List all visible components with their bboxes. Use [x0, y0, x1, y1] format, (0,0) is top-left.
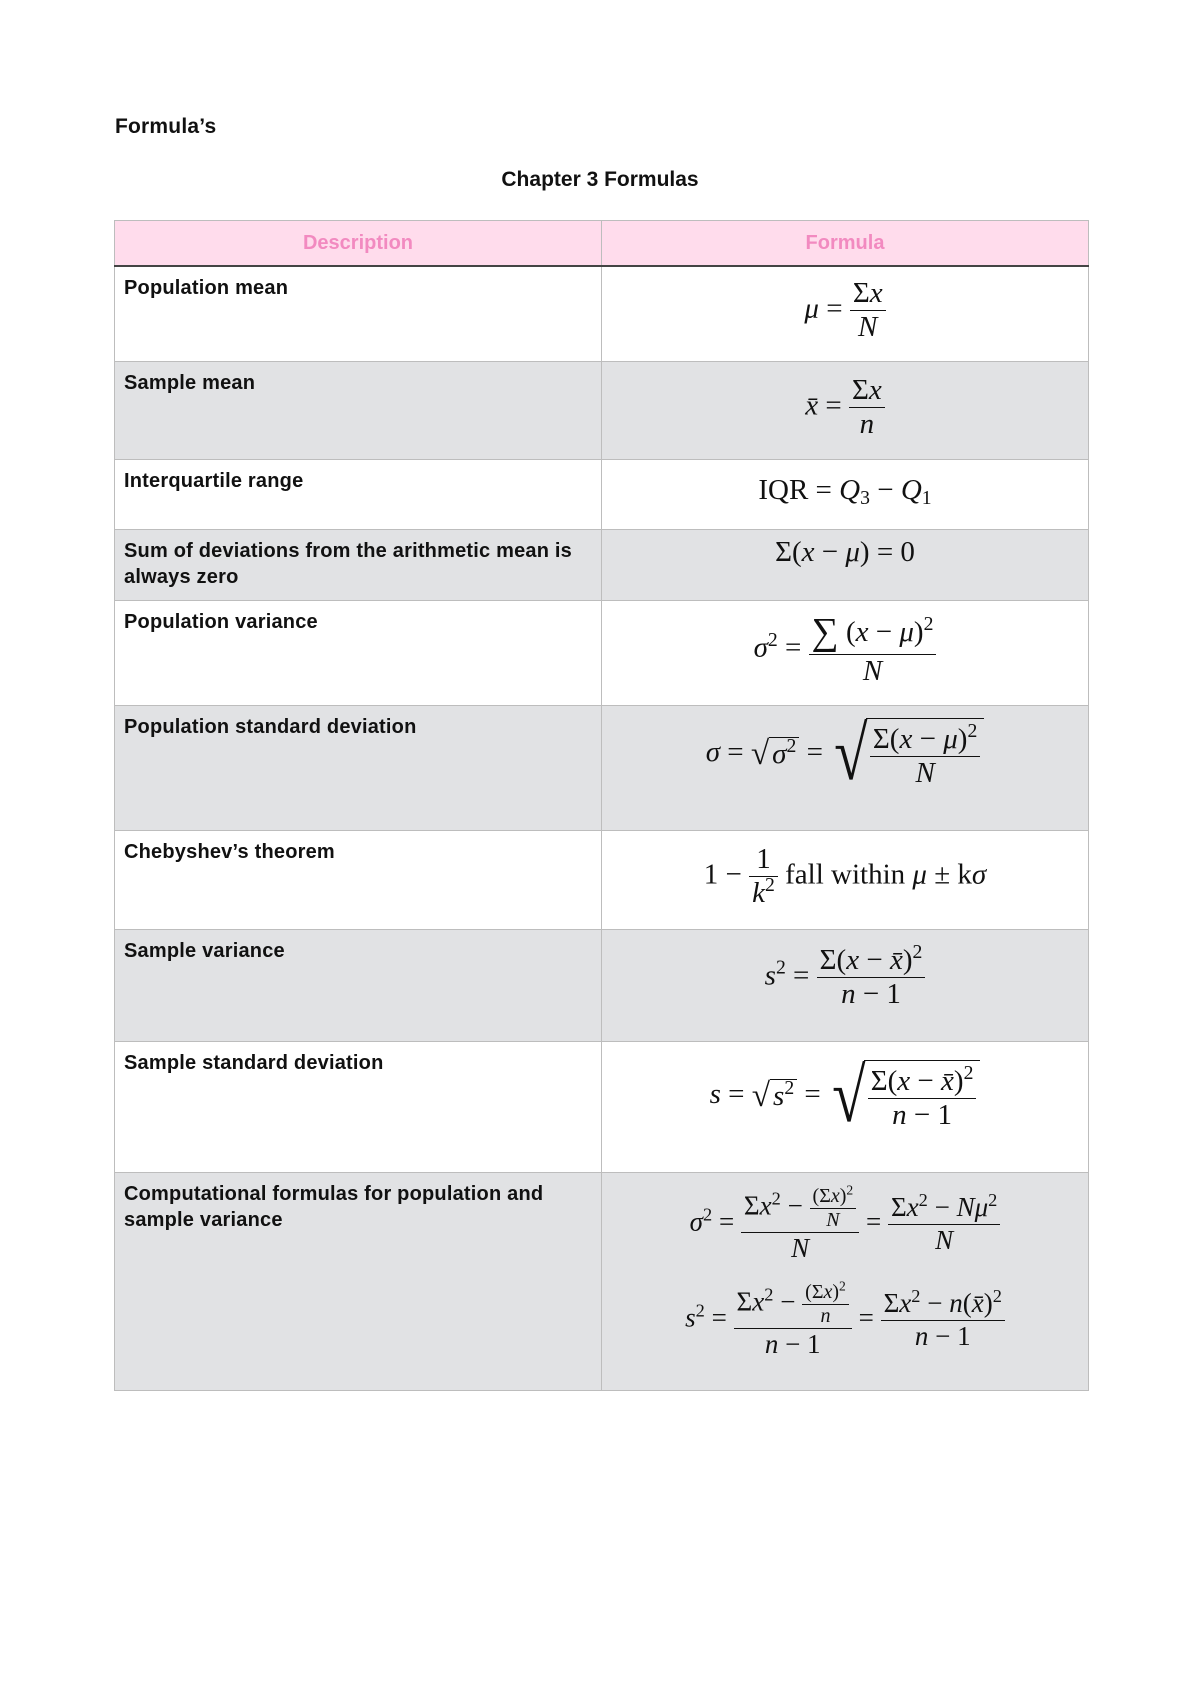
table-row — [115, 929, 1089, 1041]
row-formula — [602, 830, 1089, 929]
table-row — [115, 705, 1089, 830]
row-formula — [602, 1041, 1089, 1172]
row-description: Sample variance — [115, 929, 602, 1041]
row-formula — [602, 1172, 1089, 1390]
formula-population-std-dev: σ = √ $\sigma^2$ = √ $\frac{\Sigma(x - \mu)^2}{N}$ — [602, 718, 1088, 791]
chapter-title: Chapter 3 Formulas — [501, 168, 699, 191]
formula-sum-deviations: Σ(x − μ) = 0 — [775, 535, 915, 568]
table-row — [115, 266, 1089, 361]
row-formula — [602, 266, 1089, 361]
table-row — [115, 459, 1089, 529]
formula-iqr: IQR = $Q_3 - Q_1$ — [758, 473, 932, 509]
row-formula — [602, 361, 1089, 459]
row-description: Population mean — [115, 266, 602, 361]
formula-population-variance: $\sigma^2$ = $\frac{\sum (x - \mu)^2}{N}$ — [602, 611, 1088, 689]
row-description: Chebyshev’s theorem — [115, 830, 602, 929]
row-formula — [602, 459, 1089, 529]
table-row — [115, 830, 1089, 929]
formula-sample-variance: $s^2$ = $\frac{\Sigma(x - x̄)^2}{n - 1}$ — [602, 944, 1088, 1012]
row-description: Interquartile range — [115, 459, 602, 529]
row-formula — [602, 600, 1089, 705]
row-description: Population variance — [115, 600, 602, 705]
table-row — [115, 1041, 1089, 1172]
row-formula — [602, 929, 1089, 1041]
row-description: Sample mean — [115, 361, 602, 459]
row-description: Sum of deviations from the arithmetic mean is always zero — [115, 529, 602, 600]
formula-sample-mean: x̄ = $\frac{\Sigma x}{n}$ — [602, 374, 1088, 442]
header-formula: Formula — [602, 221, 1089, 267]
row-description: Population standard deviation — [115, 705, 602, 830]
header-description: Description — [115, 221, 602, 267]
table-row — [115, 361, 1089, 459]
formula-computational-population-variance: $\sigma^2$ = $\Sigma x^2$ − $\frac{(\Sigma x)^2}{N}$ N = $\frac{\Sigma x^2 - N\mu^2}{N}$ — [602, 1185, 1088, 1264]
table-header-row — [115, 221, 1089, 267]
formula-table — [114, 220, 1089, 1391]
formula-chebyshev: 1 − $\frac{1}{k^2}$ fall within μ ± kσ — [703, 842, 987, 909]
table-row — [115, 529, 1089, 600]
page-heading: Formula’s — [115, 115, 217, 138]
row-formula — [602, 705, 1089, 830]
table-row — [115, 600, 1089, 705]
table-row — [115, 1172, 1089, 1390]
formula-sample-std-dev: s = √ $s^2$ = √ $\frac{\Sigma(x - x̄)^2}{n - 1}$ — [602, 1060, 1088, 1133]
row-description: Sample standard deviation — [115, 1041, 602, 1172]
formula-computational-sample-variance: $s^2$ = $\Sigma x^2$ − $\frac{(\Sigma x)^2}{n}$ n − 1 = $\frac{\Sigma x^2 - n(x̄)^2}{n - 1}$ — [602, 1281, 1088, 1360]
row-description: Computational formulas for population and sample variance — [115, 1172, 602, 1390]
row-formula — [602, 529, 1089, 600]
formula-population-mean: μ = $\frac{\Sigma x}{N}$ — [602, 277, 1088, 345]
